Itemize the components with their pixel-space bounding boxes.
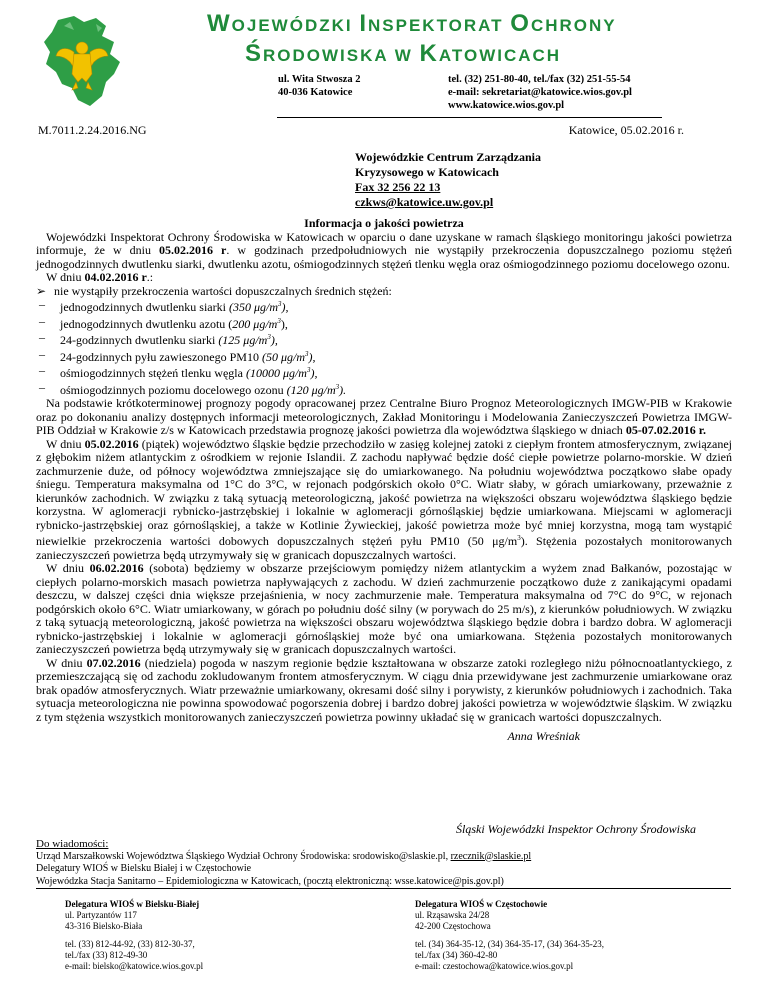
list-item: – jednogodzinnych dwutlenku siarki (350 $\mu g/m^3$), <box>39 297 289 314</box>
footer-czestochowa-contact: tel. (34) 364-35-12, (34) 364-35-17, (34) 364-35-23, tel./fax (34) 360-42-80 e-mail: czestochowa@katowice.wios.gov.pl <box>415 939 604 971</box>
list-item: ➢ nie wystąpiły przekroczenia wartości dopuszczalnych średnich stężeń: <box>36 283 392 298</box>
recipient-email: czkws@katowice.uw.gov.pl <box>355 195 494 209</box>
forecast-day2: W dniu 06.02.2016 (sobota) będziemy w obszarze przejściowym pomiędzy niżem atlantyckim a wyżem znad Bałkanów, pozostając w ciepłych polarno-morskich masach powietrza napływających z zachodu. W dzień zachmurzenie początkowo duże z zanikającymi opadami deszczu, w dalszej części dnia większe przejaśnienia, w nocy zachmurzenie małe. Temperatura maksymalna od 7°C do 9°C, w rejonach podgórskich około 6°C. Wiatr umiarkowany, w górach po południu dość silny (w porywach do 25 m/s), z kierunków południowych. W związku z taką sytuacją meteorologiczną, jakość powietrza na większości obszaru województwa śląskiego będzie dobra i bardzo dobra. W aglomeracji rybnicko-jastrzębskiej i lokalnie w aglomeracji górnośląskiej może być ona umiarkowana. Stężenia pozostałych monitorowanych zanieczyszczeń powietrza będą utrzymywały się w granicach dopuszczalnych wartości. <box>36 561 732 656</box>
distribution-item: Urząd Marszałkowski Województwa Śląskiego Wydział Ochrony Środowiska: srodowisko@slaskie.pl, rzecznik@slaskie.pl <box>36 850 532 862</box>
document-date: Katowice, 05.02.2016 r. <box>568 123 684 137</box>
distribution-item: Delegatury WIOŚ w Bielsku Białej i w Częstochowie <box>36 863 252 874</box>
document-signature: M.7011.2.24.2016.NG <box>38 123 147 137</box>
list-item: – ośmiogodzinnych poziomu docelowego ozonu (120 $\mu g/m^3$). <box>39 379 347 397</box>
forecast-day3: W dniu 07.02.2016 (niedziela) pogoda w naszym regionie będzie kształtowana w obszarze zatoki rozległego niżu północnoatlantyckiego, z przemieszczającą się od zachodu zokludowanym frontem atmosferycznym. W ciągu dnia przewidywane jest zachmurzenie umiarkowane oraz brak opadów atmosferycznych. Wiatr przeważnie umiarkowany, okresami dość silny i porywisty, z kierunków południowych i zachodnich. Taka sytuacja meteorologiczna nie powinna spowodować pogorszenia dobrej i bardzo dobrej jakości powietrza w województwie śląskim. W związku z tym stężenia wszystkich monitorowanych zanieczyszczeń powietrza powinny układać się w granicach wartości dopuszczalnych. <box>36 655 732 724</box>
author-name: Anna Wreśniak <box>507 729 580 743</box>
list-item: – 24-godzinnych pyłu zawieszonego PM10 (50 $\mu g/m^3$), <box>39 346 316 364</box>
distribution-heading: Do wiadomości: <box>36 838 109 850</box>
inspector-title: Śląski Wojewódzki Inspektor Ochrony Środowiska <box>456 822 696 836</box>
exceedance-list <box>36 285 732 398</box>
recipient-block <box>355 150 541 210</box>
forecast-intro: Na podstawie krótkoterminowej prognozy pogody opracowanej przez Centralne Biuro Prognoz Meteorologicznych IMGW-PIB w Krakowie oraz po dokonaniu analizy dostępnych informacji meteorologicznych, Zakład Monitoringu i Modelowania Zanieczyszczeń Powietrza IMGW-PIB Oddział w Krakowie z/s w Katowicach przedstawia prognozę jakości powietrza dla województwa śląskiego w dniach 05-07.02.2016 r. <box>36 396 732 437</box>
letter-title: Informacja o jakości powietrza <box>304 216 464 230</box>
email-link[interactable]: rzecznik@slaskie.pl <box>450 850 532 862</box>
wios-logo-icon <box>40 12 132 112</box>
header-divider <box>277 117 662 118</box>
distribution-list <box>36 838 531 888</box>
list-item: – ośmiogodzinnych stężeń tlenku węgla (10000 $\mu g/m^3$), <box>39 363 318 380</box>
arrow-bullet-icon: ➢ <box>36 283 47 298</box>
header-title-line2: ŚRODOWISKA W KATOWICACH <box>245 40 562 67</box>
recipient-name-cont: Kryzysowego w Katowicach <box>355 165 499 179</box>
footer-bielsko: Delegatura WIOŚ w Bielsku-Białej ul. Partyzantów 117 43-316 Bielsko-Biała <box>65 899 200 931</box>
recipient-fax: Fax 32 256 22 13 <box>355 180 441 194</box>
list-item: – jednogodzinnych dwutlenku azotu (200 $\mu g/m^3$), <box>39 313 288 331</box>
distribution-item: Wojewódzka Stacja Sanitarno – Epidemiologiczna w Katowicach, (pocztą elektroniczną: wsse.katowice@pis.gov.pl) <box>36 875 504 887</box>
header-contact: tel. (32) 251-80-40, tel./fax (32) 251-55-54 e-mail: sekretariat@katowice.wios.gov.pl www.katowice.wios.gov.pl <box>448 74 632 111</box>
intro-paragraph: Wojewódzki Inspektorat Ochrony Środowiska w Katowicach w oparciu o dane uzyskane w ramach śląskiego monitoringu jakości powietrza informuje, że w dniu 05.02.2016 r. w godzinach przedpołudniowych nie wystąpiły przekroczenia dopuszczalnego poziomu stężeń jednogodzinnych dwutlenku siarki, dwutlenku azotu, ośmiogodzinnych stężeń tlenku węgla oraz ośmiogodzinnego poziomu docelowego ozonu. <box>36 229 732 271</box>
list-item: – 24-godzinnych dwutlenku siarki (125 $\mu g/m^3$), <box>39 330 278 347</box>
recipient-name: Wojewódzkie Centrum Zarządzania <box>355 150 541 164</box>
letter-body <box>36 217 732 744</box>
forecast-day1: W dniu 05.02.2016 (piątek) województwo śląskie będzie przechodziło w zasięg kolejnej zatoki z ciepłym frontem atmosferycznym, związanej z głębokim niżem atlantyckim z ośrodkiem w rejonie Islandii. Z zachodu napływać będzie dość ciepłe powietrze polarno-morskie. W dzień zachmurzenie duże, od północy województwa zmniejszające się do umiarkowanego. Na południu województwa początkowo słabe opady śniegu. Temperatura maksymalna od 1°C do 3°C, w rejonach podgórskich około 0°C. Wiatr słaby, w górach umiarkowany, przeważnie z kierunków zachodnich. W związku z taką sytuacją meteorologiczną, jakość powietrza na większości obszaru województwa śląskiego będzie korzystna. W aglomeracji rybnicko-jastrzębskiej i lokalnie w aglomeracji górnośląskiej będzie umiarkowana. Miejscami w aglomeracji rybnicko-jastrzębskiej oraz górnośląskiej, a także w Kotlinie Żywieckiej, jakość powietrza może być mniej korzystna, mogą tam wystąpić niewielkie przekroczenia wartości dobowych dopuszczalnych stężeń pyłu PM10 (50 $\mu g/m^3$). Stężenia pozostałych monitorowanych zanieczyszczeń powietrza będą utrzymywały się w granicach dopuszczalnych wartości. <box>36 436 732 562</box>
footer-divider <box>36 888 731 889</box>
footer-bielsko-contact: tel. (33) 812-44-92, (33) 812-30-37, tel./fax (33) 812-49-30 e-mail: bielsko@katowice.wios.gov.pl <box>65 939 204 971</box>
header-address: ul. Wita Stwosza 2 40-036 Katowice <box>278 74 361 98</box>
footer-czestochowa: Delegatura WIOŚ w Częstochowie ul. Rząsawska 24/28 42-200 Częstochowa <box>415 899 548 931</box>
header-title-line1: WOJEWÓDZKI INSPEKTORAT OCHRONY <box>207 10 617 37</box>
day-paragraph: W dniu 04.02.2016 r.: <box>46 270 154 284</box>
